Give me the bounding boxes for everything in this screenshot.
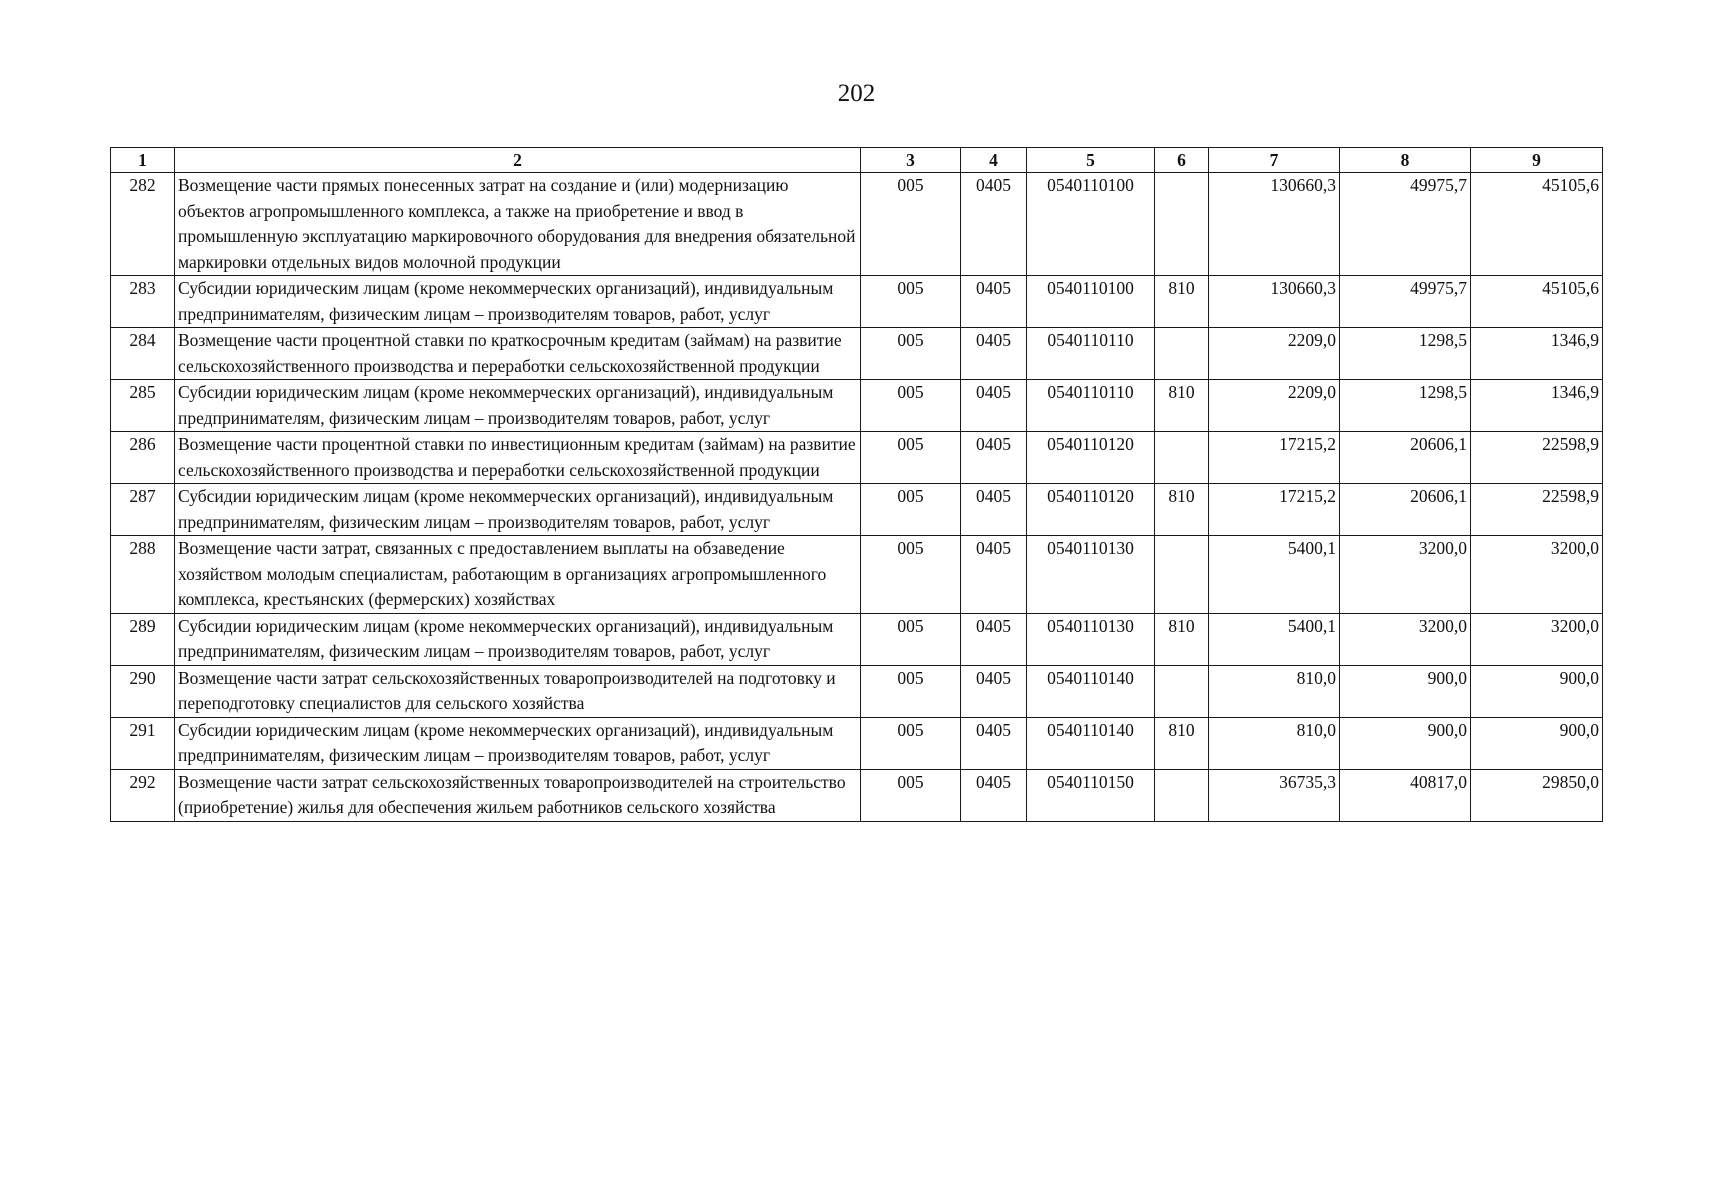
row-col-8: 3200,0 xyxy=(1340,613,1471,665)
row-col-6 xyxy=(1155,665,1209,717)
row-number: 283 xyxy=(111,276,175,328)
row-col-5: 0540110110 xyxy=(1027,380,1155,432)
row-col-3: 005 xyxy=(861,665,961,717)
budget-table xyxy=(110,147,1603,822)
row-col-3: 005 xyxy=(861,769,961,821)
row-col-9: 22598,9 xyxy=(1471,484,1603,536)
header-col-4: 4 xyxy=(961,148,1027,173)
row-col-3: 005 xyxy=(861,484,961,536)
table-row xyxy=(111,613,1603,665)
row-col-3: 005 xyxy=(861,536,961,614)
table-row xyxy=(111,432,1603,484)
row-col-9: 1346,9 xyxy=(1471,328,1603,380)
row-col-4: 0405 xyxy=(961,380,1027,432)
header-col-3: 3 xyxy=(861,148,961,173)
row-name: Возмещение части затрат сельскохозяйственных товаропроизводителей на подготовку и переподготовку специалистов для сельского хозяйства xyxy=(175,665,861,717)
row-col-4: 0405 xyxy=(961,536,1027,614)
row-col-3: 005 xyxy=(861,276,961,328)
row-number: 282 xyxy=(111,173,175,276)
row-col-7: 36735,3 xyxy=(1209,769,1340,821)
row-col-4: 0405 xyxy=(961,173,1027,276)
row-name: Субсидии юридическим лицам (кроме некоммерческих организаций), индивидуальным предпринимателям, физическим лицам – производителям товаров, работ, услуг xyxy=(175,484,861,536)
row-col-5: 0540110140 xyxy=(1027,717,1155,769)
header-col-8: 8 xyxy=(1340,148,1471,173)
row-col-9: 3200,0 xyxy=(1471,613,1603,665)
row-number: 284 xyxy=(111,328,175,380)
row-col-4: 0405 xyxy=(961,613,1027,665)
row-col-6 xyxy=(1155,432,1209,484)
row-col-4: 0405 xyxy=(961,717,1027,769)
row-col-8: 49975,7 xyxy=(1340,276,1471,328)
row-col-7: 17215,2 xyxy=(1209,432,1340,484)
row-col-6 xyxy=(1155,328,1209,380)
row-col-8: 900,0 xyxy=(1340,717,1471,769)
row-col-4: 0405 xyxy=(961,432,1027,484)
row-col-3: 005 xyxy=(861,328,961,380)
table-row xyxy=(111,717,1603,769)
row-name: Субсидии юридическим лицам (кроме некоммерческих организаций), индивидуальным предпринимателям, физическим лицам – производителям товаров, работ, услуг xyxy=(175,613,861,665)
row-col-8: 49975,7 xyxy=(1340,173,1471,276)
row-col-6: 810 xyxy=(1155,380,1209,432)
row-col-8: 1298,5 xyxy=(1340,328,1471,380)
row-number: 287 xyxy=(111,484,175,536)
row-col-5: 0540110120 xyxy=(1027,432,1155,484)
row-col-5: 0540110110 xyxy=(1027,328,1155,380)
row-col-5: 0540110150 xyxy=(1027,769,1155,821)
row-name: Возмещение части затрат сельскохозяйственных товаропроизводителей на строительство (приобретение) жилья для обеспечения жильем работников сельского хозяйства xyxy=(175,769,861,821)
row-col-5: 0540110100 xyxy=(1027,276,1155,328)
row-col-5: 0540110120 xyxy=(1027,484,1155,536)
row-col-6 xyxy=(1155,173,1209,276)
row-col-4: 0405 xyxy=(961,769,1027,821)
row-number: 286 xyxy=(111,432,175,484)
row-col-7: 5400,1 xyxy=(1209,536,1340,614)
row-col-5: 0540110130 xyxy=(1027,613,1155,665)
row-col-3: 005 xyxy=(861,613,961,665)
row-col-6 xyxy=(1155,536,1209,614)
row-col-7: 130660,3 xyxy=(1209,173,1340,276)
row-col-7: 5400,1 xyxy=(1209,613,1340,665)
row-name: Возмещение части прямых понесенных затрат на создание и (или) модернизацию объектов агропромышленного комплекса, а также на приобретение и ввод в промышленную эксплуатацию маркировочного оборудования для внедрения обязательной маркировки отдельных видов молочной продукции xyxy=(175,173,861,276)
row-col-8: 40817,0 xyxy=(1340,769,1471,821)
row-col-7: 810,0 xyxy=(1209,665,1340,717)
row-col-7: 130660,3 xyxy=(1209,276,1340,328)
row-col-8: 20606,1 xyxy=(1340,484,1471,536)
table-row xyxy=(111,769,1603,821)
row-number: 288 xyxy=(111,536,175,614)
row-name: Субсидии юридическим лицам (кроме некоммерческих организаций), индивидуальным предпринимателям, физическим лицам – производителям товаров, работ, услуг xyxy=(175,276,861,328)
header-col-2: 2 xyxy=(175,148,861,173)
row-col-3: 005 xyxy=(861,173,961,276)
row-name: Субсидии юридическим лицам (кроме некоммерческих организаций), индивидуальным предпринимателям, физическим лицам – производителям товаров, работ, услуг xyxy=(175,380,861,432)
row-col-4: 0405 xyxy=(961,328,1027,380)
row-col-5: 0540110140 xyxy=(1027,665,1155,717)
header-col-6: 6 xyxy=(1155,148,1209,173)
row-col-4: 0405 xyxy=(961,665,1027,717)
row-name: Возмещение части процентной ставки по краткосрочным кредитам (займам) на развитие сельскохозяйственного производства и переработки сельскохозяйственной продукции xyxy=(175,328,861,380)
row-col-7: 810,0 xyxy=(1209,717,1340,769)
row-name: Возмещение части затрат, связанных с предоставлением выплаты на обзаведение хозяйством молодым специалистам, работающим в организациях агропромышленного комплекса, крестьянских (фермерских) хозяйствах xyxy=(175,536,861,614)
row-col-9: 1346,9 xyxy=(1471,380,1603,432)
row-col-6: 810 xyxy=(1155,717,1209,769)
row-number: 290 xyxy=(111,665,175,717)
row-col-6 xyxy=(1155,769,1209,821)
row-col-3: 005 xyxy=(861,380,961,432)
row-col-8: 3200,0 xyxy=(1340,536,1471,614)
row-col-8: 1298,5 xyxy=(1340,380,1471,432)
row-col-3: 005 xyxy=(861,717,961,769)
header-col-7: 7 xyxy=(1209,148,1340,173)
row-col-9: 900,0 xyxy=(1471,717,1603,769)
row-col-6: 810 xyxy=(1155,613,1209,665)
table-body xyxy=(111,173,1603,822)
table-header xyxy=(111,148,1603,173)
row-name: Субсидии юридическим лицам (кроме некоммерческих организаций), индивидуальным предпринимателям, физическим лицам – производителям товаров, работ, услуг xyxy=(175,717,861,769)
table-row xyxy=(111,380,1603,432)
row-col-9: 45105,6 xyxy=(1471,173,1603,276)
row-col-9: 29850,0 xyxy=(1471,769,1603,821)
row-col-4: 0405 xyxy=(961,484,1027,536)
row-number: 285 xyxy=(111,380,175,432)
header-col-1: 1 xyxy=(111,148,175,173)
row-col-7: 17215,2 xyxy=(1209,484,1340,536)
row-col-6: 810 xyxy=(1155,276,1209,328)
row-number: 292 xyxy=(111,769,175,821)
table-row xyxy=(111,276,1603,328)
row-col-9: 3200,0 xyxy=(1471,536,1603,614)
row-col-9: 900,0 xyxy=(1471,665,1603,717)
table-row xyxy=(111,328,1603,380)
row-col-4: 0405 xyxy=(961,276,1027,328)
header-col-5: 5 xyxy=(1027,148,1155,173)
row-name: Возмещение части процентной ставки по инвестиционным кредитам (займам) на развитие сельскохозяйственного производства и переработки сельскохозяйственной продукции xyxy=(175,432,861,484)
row-col-9: 22598,9 xyxy=(1471,432,1603,484)
row-col-8: 900,0 xyxy=(1340,665,1471,717)
header-row xyxy=(111,148,1603,173)
row-col-9: 45105,6 xyxy=(1471,276,1603,328)
row-col-7: 2209,0 xyxy=(1209,380,1340,432)
table-row xyxy=(111,536,1603,614)
row-col-5: 0540110130 xyxy=(1027,536,1155,614)
row-number: 289 xyxy=(111,613,175,665)
row-col-7: 2209,0 xyxy=(1209,328,1340,380)
page-number: 202 xyxy=(837,80,876,107)
table-row xyxy=(111,173,1603,276)
row-number: 291 xyxy=(111,717,175,769)
table-row xyxy=(111,665,1603,717)
header-col-9: 9 xyxy=(1471,148,1603,173)
row-col-8: 20606,1 xyxy=(1340,432,1471,484)
row-col-5: 0540110100 xyxy=(1027,173,1155,276)
table-row xyxy=(111,484,1603,536)
row-col-3: 005 xyxy=(861,432,961,484)
row-col-6: 810 xyxy=(1155,484,1209,536)
